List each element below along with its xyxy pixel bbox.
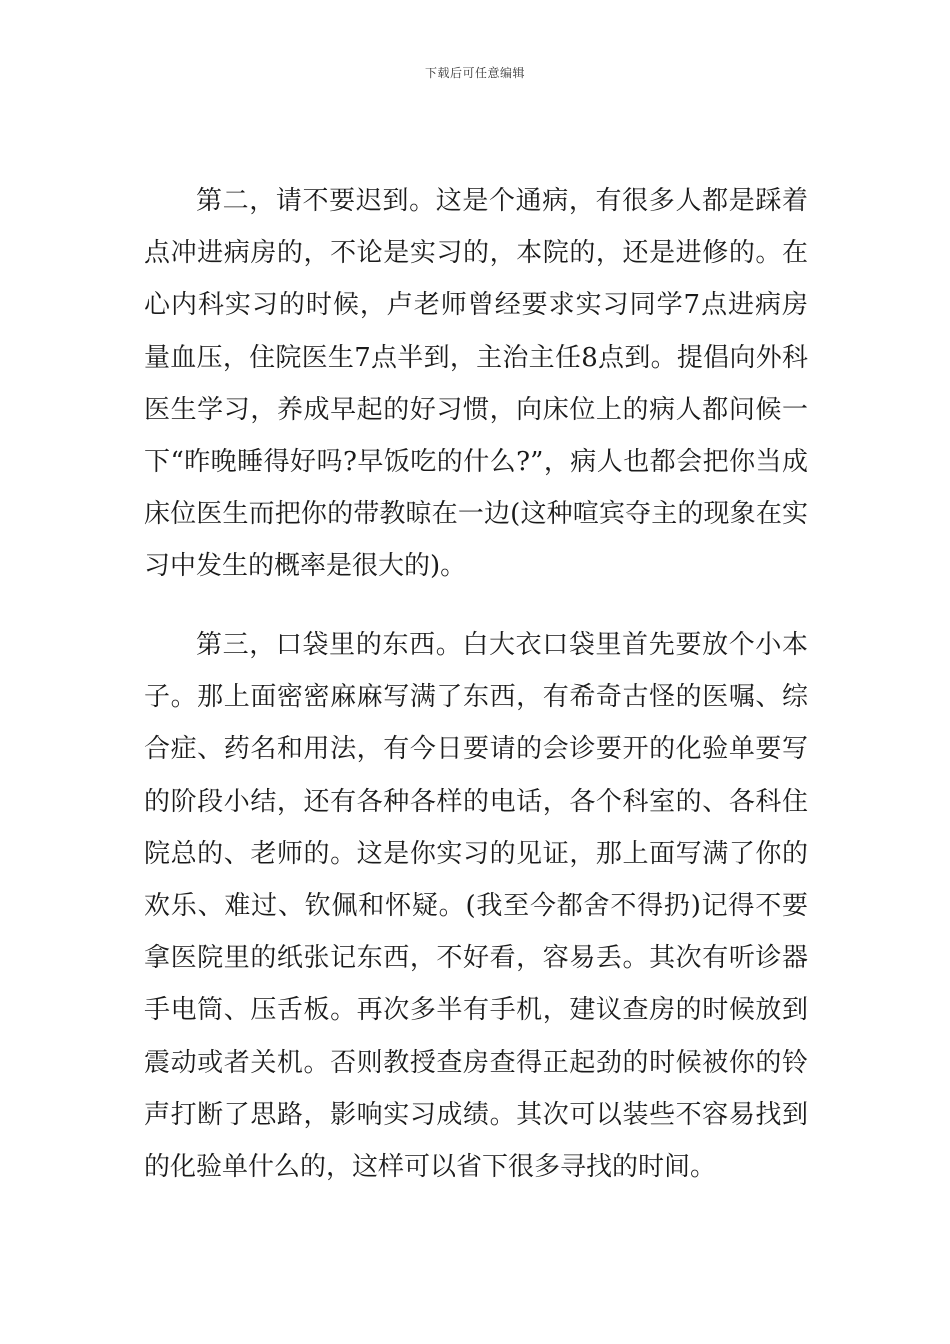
page-header: 下载后可任意编辑 — [424, 66, 525, 80]
paragraph-arrival-time: 第二，请不要迟到。这是个通病，有很多人都是踩着点冲进病房的，不论是实习的，本院的，还是进修的。在心内科实习的时候，卢老师曾经要求实习同学7点进病房量血压，住院医生7点半到，主治主任8点到。提倡向外科医生学习，养成早起的好习惯，向床位上的病人都问候一下“昨晚睡得好吗?早饭吃的什么?”，病人也都会把你当成床位医生而把你的带教晾在一边(这种喧宾夺主的现象在实习中发生的概率是很大的)。 — [144, 186, 808, 582]
paragraph-pocket-items: 第三，口袋里的东西。白大衣口袋里首先要放个小本子。那上面密密麻麻写满了东西，有希奇古怪的医嘱、综合症、药名和用法，有今日要请的会诊要开的化验单要写的阶段小结，还有各种各样的电话，各个科室的、各科住院总的、老师的。这是你实习的见证，那上面写满了你的欢乐、难过、钦佩和怀疑。(我至今都舍不得扔)记得不要拿医院里的纸张记东西，不好看，容易丢。其次有听诊器手电筒、压舌板。再次多半有手机，建议查房的时候放到震动或者关机。否则教授查房查得正起劲的时候被你的铃声打断了思路，影响实习成绩。其次可以装些不容易找到的化验单什么的，这样可以省下很多寻找的时间。 — [144, 630, 808, 1183]
